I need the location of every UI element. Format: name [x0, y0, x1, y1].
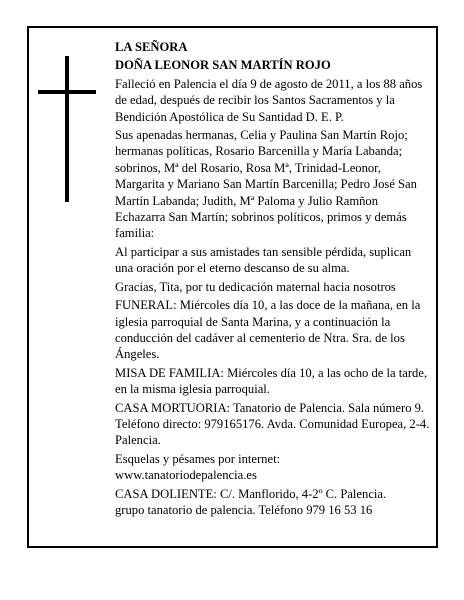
- cross-icon: [65, 56, 69, 202]
- internet-line: Esquelas y pésames por internet:: [115, 451, 281, 466]
- notice-title-line1: LA SEÑORA: [115, 40, 188, 54]
- family-paragraph: Sus apenadas hermanas, Celia y Paulina San Martín Rojo; hermanas políticas, Rosario Barcenilla y María Labanda; sobrinos, Mª del Rosario, Rosa Mª, Trinidad-Leonor, Margarita y Mariano San Martín Barcenilla; Pedro José San Martín Labanda; Judith, Mª Paloma y Julio Ramñon Echazarra San Martín; sobrinos políticos, primos y demás familia:: [115, 128, 417, 241]
- mortuary-paragraph: CASA MORTUORIA: Tanatorio de Palencia. Sala número 9. Teléfono directo: 979165176. Avda. Comunidad Europea, 2-4. Palencia.: [115, 400, 430, 448]
- request-paragraph: Al participar a sus amistades tan sensible pérdida, suplican una oración por el eterno descanso de su alma.: [115, 244, 412, 276]
- family-mass-paragraph: MISA DE FAMILIA: Miércoles día 10, a las ocho de la tarde, en la misma iglesia parroquial.: [115, 365, 428, 397]
- funeral-paragraph: FUNERAL: Miércoles día 10, a las doce de la mañana, en la iglesia parroquial de Santa Marina, y a continuación la conducción del cadáver al cementerio de Ntra. Sra. de los Ángeles.: [115, 298, 421, 362]
- cross-icon-arm: [38, 90, 96, 94]
- thanks-line: Gracias, Tita, por tu dedicación maternal hacia nosotros: [115, 279, 396, 294]
- notice-title-line2: DOÑA LEONOR SAN MARTÍN ROJO: [115, 58, 331, 73]
- mourning-house-line: CASA DOLIENTE: C/. Manflorido, 4-2º C. Palencia.: [115, 486, 387, 501]
- website-link[interactable]: www.tanatoriodepalencia.es: [115, 468, 257, 483]
- funeral-home-footer: grupo tanatorio de palencia. Teléfono 979 16 53 16: [115, 502, 373, 517]
- death-paragraph: Falleció en Palencia el día 9 de agosto de 2011, a los 88 años de edad, después de recibir los Santos Sacramentos y la Bendición Apostólica de Su Santidad D. E. P.: [115, 76, 423, 124]
- notice-body: [115, 39, 431, 520]
- obituary-notice: [27, 26, 438, 548]
